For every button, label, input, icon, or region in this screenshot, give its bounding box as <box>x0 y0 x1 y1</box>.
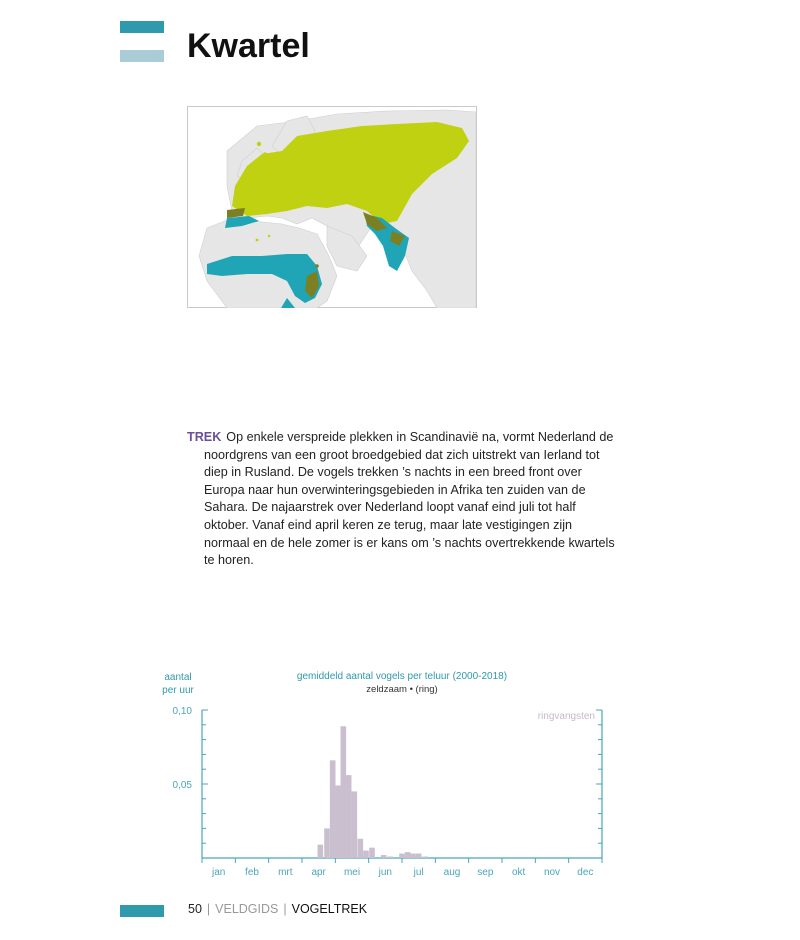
chart-bar <box>346 775 352 858</box>
month-label: apr <box>311 867 326 878</box>
chart-axes <box>202 710 602 863</box>
chart-bar <box>381 855 387 858</box>
month-label: jan <box>211 867 226 878</box>
footer-chapter: VOGELTREK <box>291 902 368 916</box>
month-label: dec <box>577 867 594 878</box>
footer-section: VELDGIDS <box>215 902 279 916</box>
chart-bar <box>369 848 375 858</box>
header-accent-bar-bottom <box>120 50 164 62</box>
chart-bar <box>324 828 330 858</box>
footer-separator: | <box>206 902 211 916</box>
chart-bar <box>358 839 364 858</box>
chart-bar <box>363 851 369 858</box>
chart-bar <box>335 785 341 858</box>
series-label: ringvangsten <box>537 711 595 722</box>
y-axis-label-line1: aantal <box>164 672 192 683</box>
y-tick-label: 0,10 <box>172 706 192 717</box>
chart-bars <box>318 726 429 858</box>
chart-bar <box>318 845 324 858</box>
map-dot <box>315 264 319 268</box>
chart-bar <box>410 854 416 858</box>
month-label: jul <box>413 867 424 878</box>
map-dot <box>256 239 259 242</box>
chart-ticks <box>173 706 594 878</box>
month-label: mrt <box>278 867 293 878</box>
chart-bar <box>352 791 358 858</box>
chart-bar <box>423 857 429 858</box>
migration-body: Op enkele verspreide plekken in Scandinavië na, vormt Nederland de noordgrens van een groot broedgebied dat zich uitstrekt van Ierland tot diep in Rusland. De vogels trekken ’s nachts in een breed front over Europa naar hun overwinteringsgebieden in Afrika ten zuiden van de Sahara. De najaarstrek over Nederland loopt vanaf eind juli tot half oktober. Vanaf eind april keren ze terug, maar late vestigingen zijn normaal en de hele zomer is er kans om ’s nachts overtrekkende kwartels te horen. <box>204 430 615 568</box>
month-label: mei <box>343 867 361 878</box>
chart-bar <box>399 854 405 858</box>
map-dot <box>268 235 270 237</box>
footer-separator: | <box>283 902 287 916</box>
month-label: feb <box>245 867 259 878</box>
chart-bar <box>416 854 422 858</box>
month-label: jun <box>378 867 393 878</box>
y-axis-label-line2: per uur <box>162 685 194 696</box>
page-number: 50 <box>188 902 202 916</box>
chart-bar <box>405 852 411 858</box>
footer-accent-bar <box>120 905 164 917</box>
month-label: okt <box>511 867 526 878</box>
header-accent-bar-top <box>120 21 164 33</box>
section-label: TREK <box>187 430 222 444</box>
migration-chart <box>140 662 620 882</box>
chart-title: gemiddeld aantal vogels per teluur (2000-2018) <box>296 671 508 682</box>
month-label: aug <box>443 867 461 878</box>
chart-bar <box>341 726 347 858</box>
page-footer <box>188 902 367 916</box>
page-title: Kwartel <box>187 27 310 65</box>
chart-bar <box>330 760 336 858</box>
distribution-map <box>187 106 477 308</box>
migration-text <box>187 429 617 570</box>
map-dot <box>263 152 267 156</box>
chart-bar <box>388 857 394 858</box>
chart-subtitle: zeldzaam • (ring) <box>366 684 438 695</box>
y-tick-label: 0,05 <box>172 780 192 791</box>
map-dot <box>257 142 261 146</box>
month-label: nov <box>543 867 561 878</box>
month-label: sep <box>477 867 494 878</box>
